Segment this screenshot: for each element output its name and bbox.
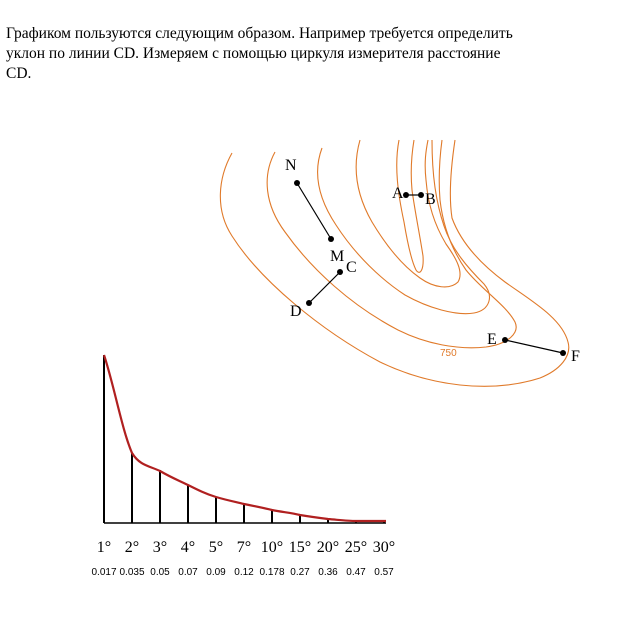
scale-curve <box>104 355 386 521</box>
scale-degree-label: 5° <box>208 539 224 556</box>
point-a-label: A <box>392 185 404 202</box>
point-f-label: F <box>571 348 580 365</box>
scale-value-label: 0.178 <box>259 567 285 578</box>
scale-degree-label: 7° <box>236 539 252 556</box>
contour-line-3 <box>318 140 490 314</box>
scale-value-label: 0.09 <box>206 567 226 578</box>
scale-degree-label: 30° <box>372 539 396 556</box>
point-b-label: B <box>425 191 436 208</box>
scale-value-label: 0.27 <box>290 567 310 578</box>
point-f-dot <box>560 350 566 356</box>
point-d-dot <box>306 300 312 306</box>
scale-value-label: 0.035 <box>119 567 145 578</box>
scale-value-label: 0.12 <box>234 567 254 578</box>
contour-map <box>220 140 568 386</box>
scale-value-label: 0.57 <box>374 567 394 578</box>
point-b-dot <box>418 192 424 198</box>
point-m-label: M <box>330 248 345 265</box>
point-d-label: D <box>290 303 302 320</box>
intro-line-1: Графиком пользуются следующим образом. Например требуется определить <box>6 25 513 42</box>
scale-ticks <box>104 355 384 523</box>
slope-scale <box>91 355 395 578</box>
point-n-dot <box>294 180 300 186</box>
point-e-dot <box>502 337 508 343</box>
scale-degree-label: 20° <box>316 539 340 556</box>
contour-line-2 <box>267 140 516 348</box>
segment-nm <box>297 183 331 239</box>
intro-line-3: CD. <box>6 65 32 82</box>
segment-ef <box>505 340 563 353</box>
map-segments <box>297 183 563 353</box>
scale-degree-label: 3° <box>152 539 168 556</box>
contour-label-750: 750 <box>440 348 457 359</box>
point-m-dot <box>328 236 334 242</box>
point-e-label: E <box>487 331 497 348</box>
scale-degree-label: 10° <box>260 539 284 556</box>
point-c-dot <box>337 269 343 275</box>
scale-degree-labels <box>97 539 395 556</box>
scale-value-label: 0.07 <box>178 567 198 578</box>
scale-value-label: 0.47 <box>346 567 366 578</box>
scale-degree-label: 1° <box>96 539 112 556</box>
scale-degree-label: 2° <box>124 539 140 556</box>
scale-value-label: 0.36 <box>318 567 338 578</box>
point-n-label: N <box>285 157 297 174</box>
scale-value-label: 0.017 <box>91 567 117 578</box>
contour-line-1 <box>220 140 568 386</box>
contour-line-5 <box>397 140 423 272</box>
scale-value-labels <box>91 567 394 578</box>
scale-degree-label: 4° <box>180 539 196 556</box>
scale-degree-label: 15° <box>288 539 312 556</box>
map-point-labels <box>285 157 580 365</box>
point-c-label: C <box>346 259 357 276</box>
point-a-dot <box>403 192 409 198</box>
intro-line-2: уклон по линии CD. Измеряем с помощью циркуля измерителя расстояние <box>6 45 501 62</box>
scale-degree-label: 25° <box>344 539 368 556</box>
scale-value-label: 0.05 <box>150 567 170 578</box>
contour-line-4 <box>356 140 460 287</box>
